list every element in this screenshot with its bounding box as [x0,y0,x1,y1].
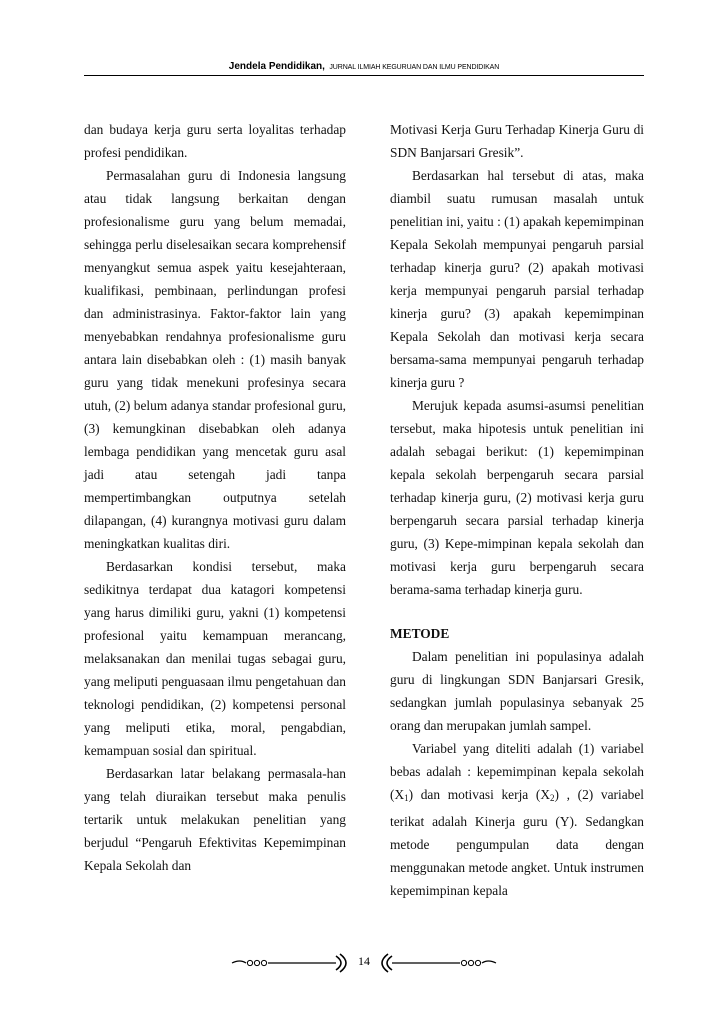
text-run: ) , (2) variabel terikat adalah Kinerja guru (Y). Sedangkan metode pengumpulan data dengan menggunakan metode angket. Untuk instrumen kepemimpinan kepala [390,787,644,898]
running-header [0,56,728,74]
text-run: ) dan motivasi kerja (X [408,787,551,802]
paragraph: Merujuk kepada asumsi-asumsi penelitian tersebut, maka hipotesis untuk penelitian ini adalah sebagai berikut: (1) kepemimpinan kepala sekolah berpengaruh secara parsial terhadap kinerja guru, (2) motivasi kerja guru berpengaruh secara parsial terhadap kinerja guru, (3) Kepe-mimpinan kepala sekolah dan motivasi kerja guru berpengaruh secara berama-sama terhadap kinerja guru. [390,398,644,597]
paragraph [390,737,644,902]
paragraph: Permasalahan guru di Indonesia langsung atau tidak langsung berkaitan dengan profesionalisme guru yang belum memadai, sehingga perlu diselesaikan secara komprehensif menyangkut semua aspek yaitu kesejahteraan, kualifikasi, pembinaan, perlindungan profesi dan administrasinya. Faktor-faktor lain yang menyebabkan rendahnya profesionalisme guru antara lain disebabkan oleh : (1) masih banyak guru yang tidak menekuni profesinya secara utuh, (2) belum adanya standar profesional guru, (3) kemungkinan disebabkan oleh adanya lembaga pendidikan yang mencetak guru asal jadi atau setengah jadi tanpa mempertimbangkan outputnya setelah dilapangan, (4) kurangnya motivasi guru dalam meningkatkan kualitas diri. [84,168,346,551]
text-run: Variabel yang diteliti adalah (1) variabel bebas adalah : kepemimpinan kepala sekolah (X [390,741,644,802]
journal-name: Jendela Pendidikan, [228,61,325,72]
journal-subtitle: JURNAL ILMIAH KEGURUAN DAN ILMU PENDIDIKAN [329,64,500,71]
paragraph: Dalam penelitian ini populasinya adalah guru di lingkungan SDN Banjarsari Gresik, sedangkan jumlah populasinya sebanyak 25 orang dan merupakan jumlah sampel. [390,649,644,733]
page-number: 14 [358,954,370,968]
subscript: 1 [404,793,409,803]
section-heading-metode: METODE [390,626,450,641]
paragraph: Berdasarkan latar belakang permasala-han yang telah diuraikan tersebut maka penulis tertarik untuk melakukan penelitian yang berjudul “Pengaruh Efektivitas Kepemimpinan Kepala Sekolah dan [84,766,346,873]
right-column [390,118,644,902]
paragraph: dan budaya kerja guru serta loyalitas terhadap profesi pendidikan. [84,122,346,160]
paragraph: Berdasarkan kondisi tersebut, maka sedikitnya terdapat dua katagori kompetensi yang harus dimiliki guru, yakni (1) kompetensi profesional yaitu kemampuan merancang, melaksanakan dan menilai tugas sebagai guru, yang meliputi penguasaan ilmu pengetahuan dan teknologi pendidikan, (2) kompetensi personal yang meliputi etika, moral, pengabdian, kemampuan sosial dan spiritual. [84,559,346,758]
left-column [84,118,346,877]
paragraph: Berdasarkan hal tersebut di atas, maka diambil suatu rumusan masalah untuk penelitian ini, yaitu : (1) apakah kepemimpinan Kepala Sekolah mempunyai pengaruh parsial terhadap kinerja guru? (2) apakah motivasi kerja mempunyai pengaruh parsial terhadap kinerja guru? (3) apakah kepemimpinan Kepala Sekolah dan motivasi kerja secara bersama-sama mempunyai pengaruh terhadap kinerja guru ? [390,168,644,390]
paragraph: Motivasi Kerja Guru Terhadap Kinerja Guru di SDN Banjarsari Gresik”. [390,122,644,160]
subscript: 2 [550,793,555,803]
header-rule [84,75,644,76]
